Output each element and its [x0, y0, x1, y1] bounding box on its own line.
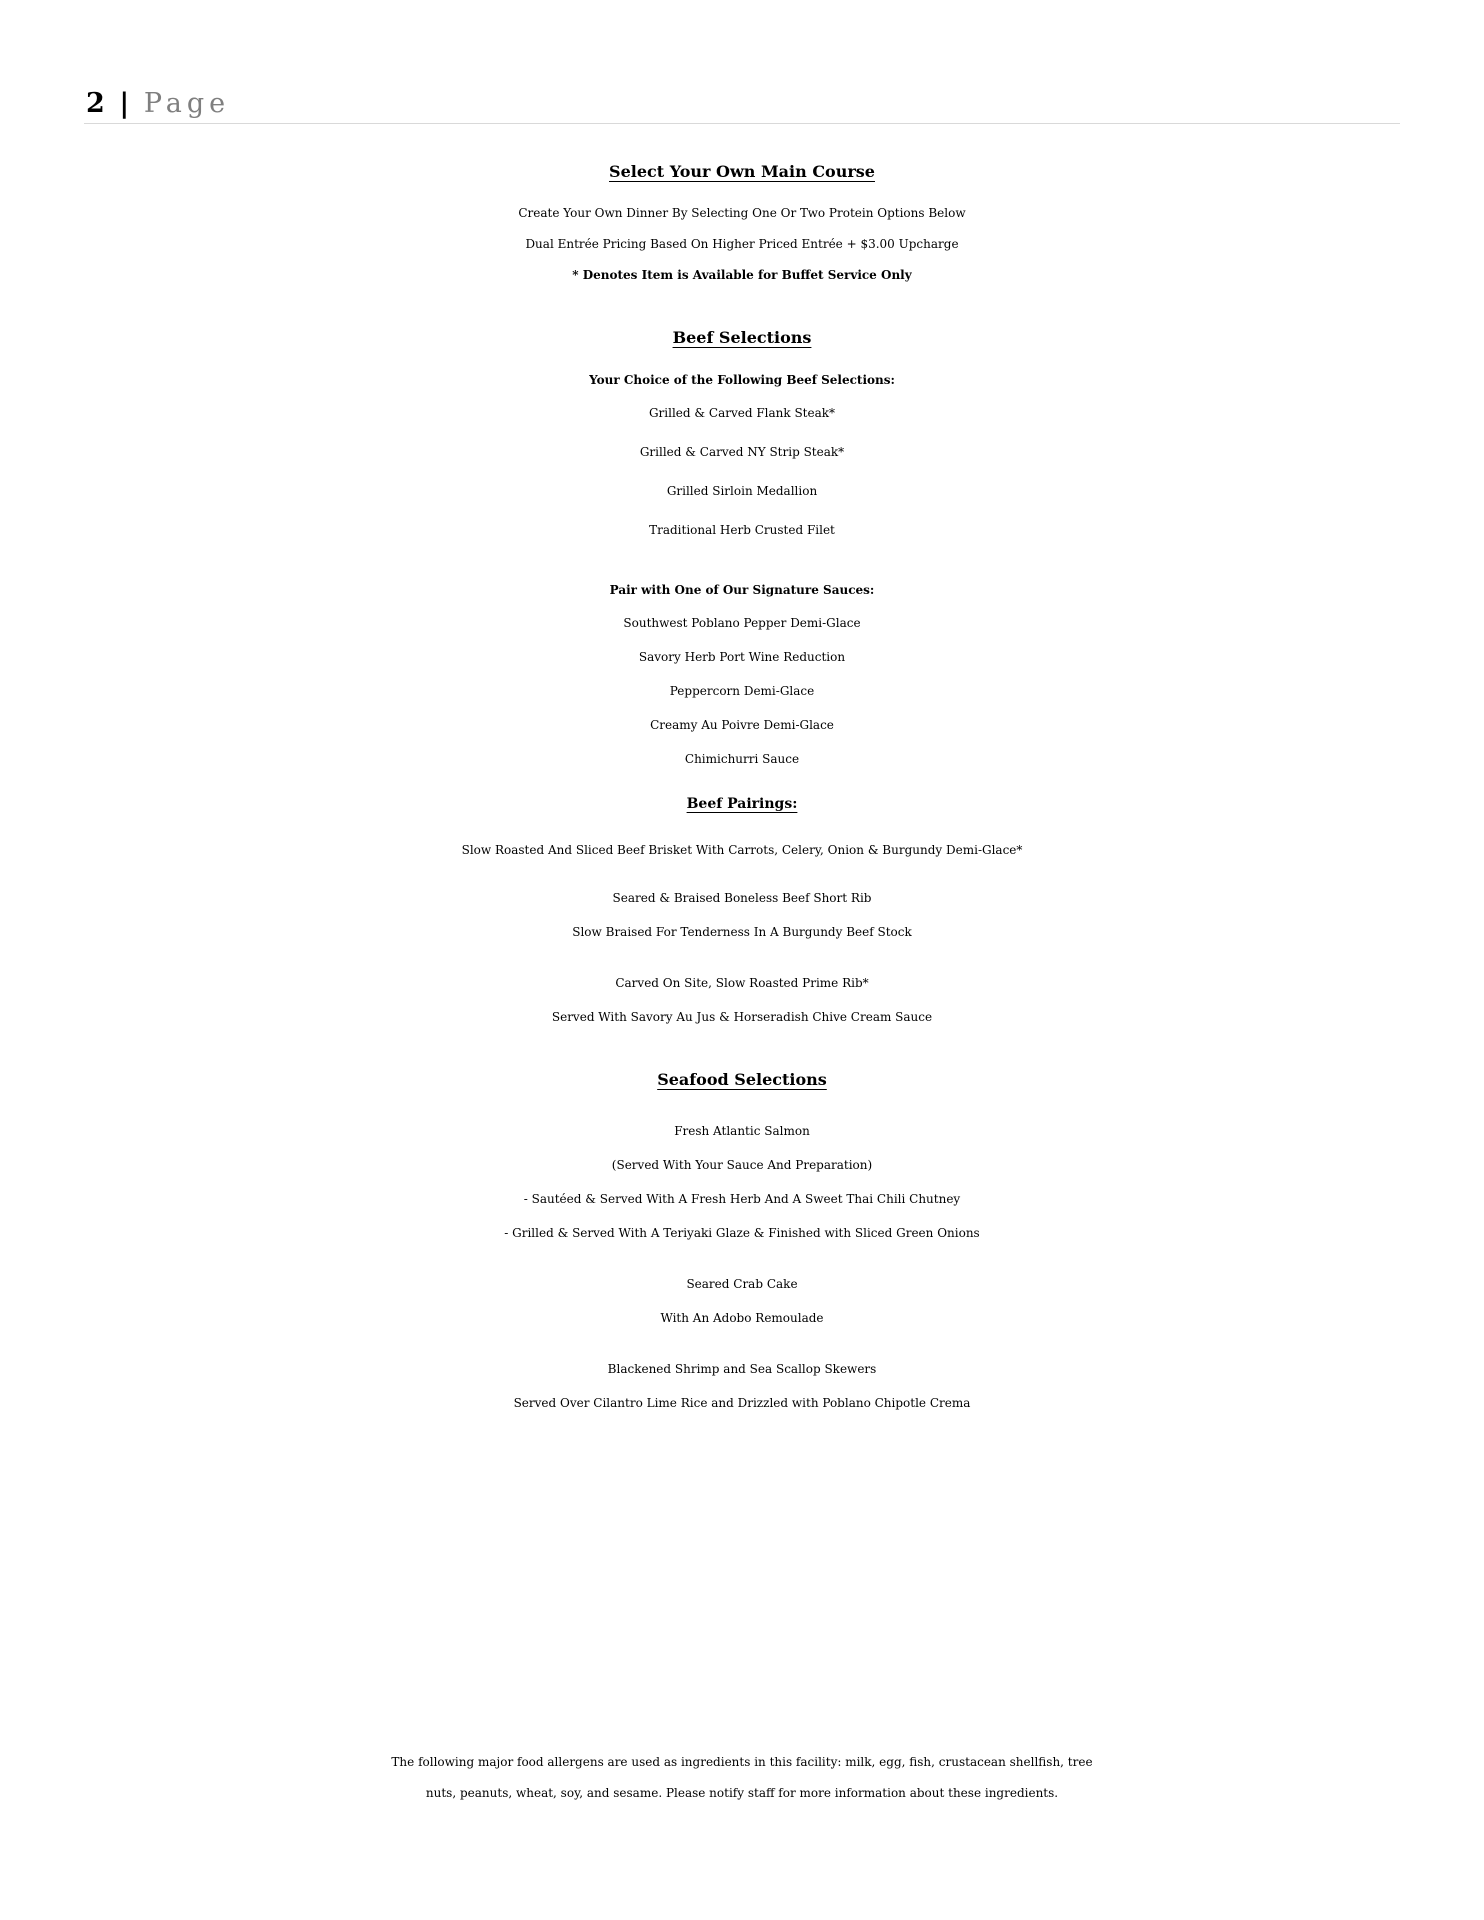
pairings-section-title: Beef Pairings: — [686, 796, 798, 812]
pairing-brisket: Slow Roasted And Sliced Beef Brisket With Carrots, Celery, Onion & Burgundy Demi-Glace* — [461, 843, 1023, 857]
page-word: Page — [143, 88, 231, 119]
beef-choice-label: Your Choice of the Following Beef Selections: — [589, 373, 895, 387]
page-title: Select Your Own Main Course — [609, 162, 875, 181]
seafood-section-title: Seafood Selections — [657, 1070, 827, 1089]
pairing-short-rib-desc: Slow Braised For Tenderness In A Burgundy Beef Stock — [572, 925, 912, 939]
seafood-salmon-option: - Sautéed & Served With A Fresh Herb And A Sweet Thai Chili Chutney — [523, 1192, 961, 1206]
beef-item: Grilled & Carved Flank Steak* — [648, 406, 836, 420]
seafood-salmon-note: (Served With Your Sauce And Preparation) — [611, 1158, 873, 1172]
allergen-notice-line-2: nuts, peanuts, wheat, soy, and sesame. Please notify staff for more information about these ingredients. — [425, 1786, 1059, 1800]
seafood-salmon: Fresh Atlantic Salmon — [674, 1124, 810, 1138]
allergen-notice-line-1: The following major food allergens are used as ingredients in this facility: milk, egg, fish, crustacean shellfish, tree — [391, 1755, 1093, 1769]
pairing-prime-rib-desc: Served With Savory Au Jus & Horseradish Chive Cream Sauce — [551, 1010, 933, 1024]
pairing-short-rib: Seared & Braised Boneless Beef Short Rib — [612, 891, 872, 905]
sauce-item: Chimichurri Sauce — [684, 752, 800, 766]
seafood-salmon-option: - Grilled & Served With A Teriyaki Glaze & Finished with Sliced Green Onions — [504, 1226, 980, 1240]
sauce-item: Peppercorn Demi-Glace — [669, 684, 815, 698]
sauce-item: Southwest Poblano Pepper Demi-Glace — [623, 616, 861, 630]
beef-item: Grilled & Carved NY Strip Steak* — [639, 445, 845, 459]
seafood-skewers: Blackened Shrimp and Sea Scallop Skewers — [607, 1362, 877, 1376]
seafood-skewers-desc: Served Over Cilantro Lime Rice and Drizzled with Poblano Chipotle Crema — [513, 1396, 971, 1410]
intro-line-1: Create Your Own Dinner By Selecting One Or Two Protein Options Below — [518, 206, 966, 220]
beef-item: Traditional Herb Crusted Filet — [649, 523, 835, 537]
page-header — [86, 88, 230, 119]
header-divider — [84, 123, 1400, 124]
buffet-note: * Denotes Item is Available for Buffet Service Only — [572, 268, 912, 282]
page-separator: | — [119, 88, 131, 119]
sauce-item: Creamy Au Poivre Demi-Glace — [650, 718, 834, 732]
beef-section-title: Beef Selections — [672, 328, 812, 347]
intro-line-2: Dual Entrée Pricing Based On Higher Priced Entrée + $3.00 Upcharge — [525, 237, 959, 251]
seafood-crab: Seared Crab Cake — [686, 1277, 798, 1291]
pairing-prime-rib: Carved On Site, Slow Roasted Prime Rib* — [615, 976, 869, 990]
sauce-label: Pair with One of Our Signature Sauces: — [609, 583, 875, 597]
seafood-crab-desc: With An Adobo Remoulade — [660, 1311, 824, 1325]
sauce-item: Savory Herb Port Wine Reduction — [638, 650, 846, 664]
beef-item: Grilled Sirloin Medallion — [666, 484, 818, 498]
page-number: 2 — [86, 88, 106, 119]
